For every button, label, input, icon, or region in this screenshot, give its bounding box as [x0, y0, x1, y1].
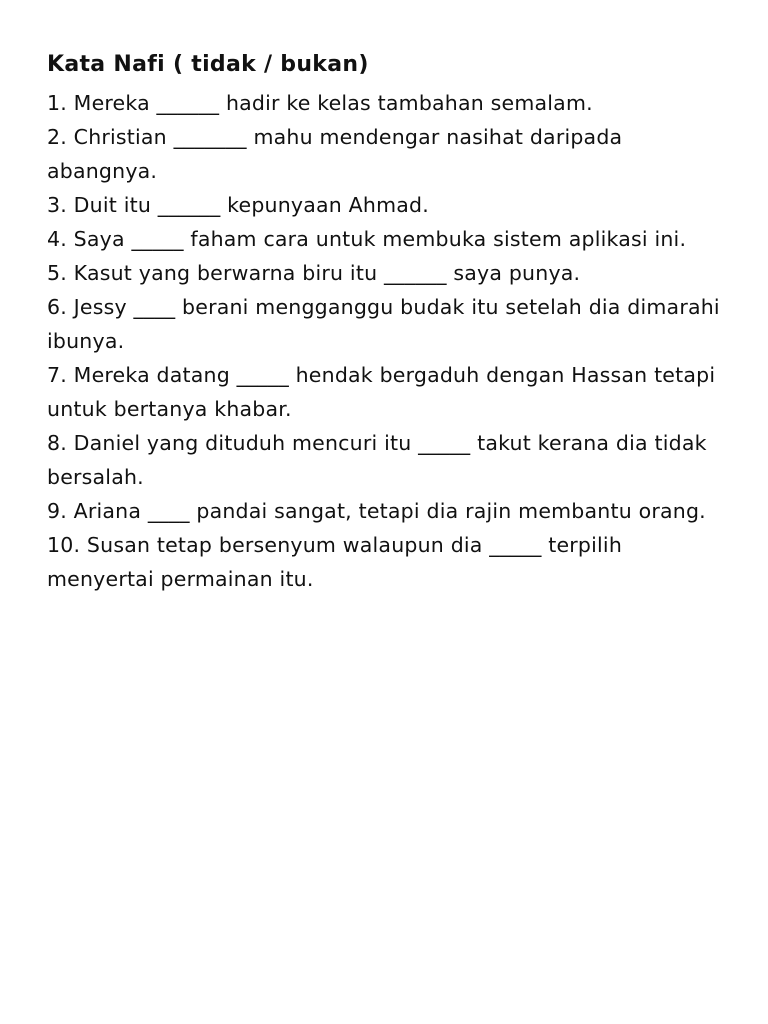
question-4: 4. Saya _____ faham cara untuk membuka sistem aplikasi ini.	[47, 227, 687, 251]
worksheet	[47, 48, 727, 596]
question-3: 3. Duit itu ______ kepunyaan Ahmad.	[47, 193, 429, 217]
question-2: 2. Christian _______ mahu mendengar nasihat daripada abangnya.	[47, 125, 623, 183]
question-8: 8. Daniel yang dituduh mencuri itu _____ takut kerana dia tidak bersalah.	[47, 431, 707, 489]
question-5: 5. Kasut yang berwarna biru itu ______ saya punya.	[47, 261, 581, 285]
question-1: 1. Mereka ______ hadir ke kelas tambahan semalam.	[47, 91, 593, 115]
question-9: 9. Ariana ____ pandai sangat, tetapi dia rajin membantu orang.	[47, 499, 706, 523]
question-7: 7. Mereka datang _____ hendak bergaduh dengan Hassan tetapi untuk bertanya khabar.	[47, 363, 716, 421]
question-10: 10. Susan tetap bersenyum walaupun dia _____ terpilih menyertai permainan itu.	[47, 533, 623, 591]
question-6: 6. Jessy ____ berani mengganggu budak itu setelah dia dimarahi ibunya.	[47, 295, 720, 353]
worksheet-title: Kata Nafi ( tidak / bukan)	[47, 52, 369, 77]
